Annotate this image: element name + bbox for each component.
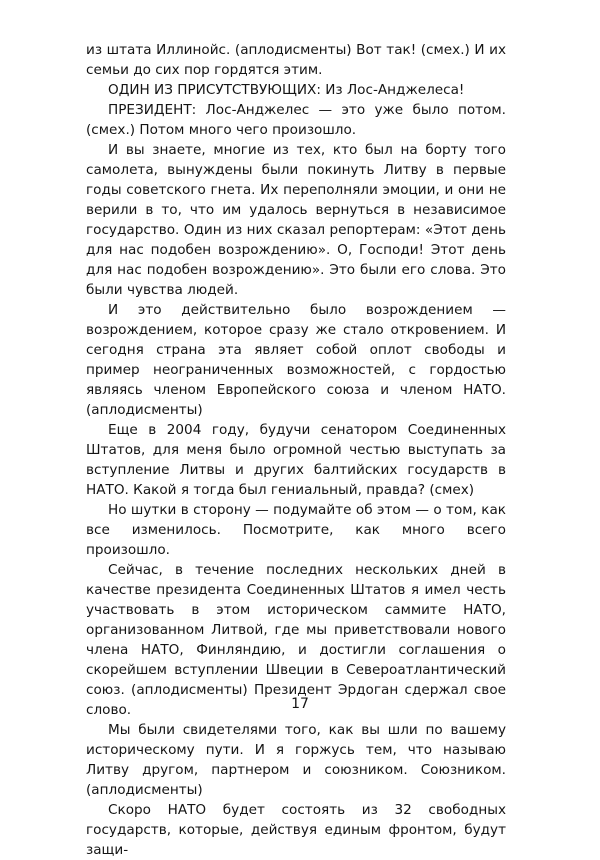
- paragraph: Скоро НАТО будет состоять из 32 свободных государств, которые, действуя единым фронтом, будут защи-: [86, 802, 506, 858]
- paragraph: Еще в 2004 году, будучи сенатором Соединенных Штатов, для меня было огромной честью выступать за вступление Литвы и других балтийских государств в НАТО. Какой я тогда был гениальный, правда? (смех): [86, 422, 506, 498]
- paragraph: Мы были свидетелями того, как вы шли по вашему историческому пути. И я горжусь тем, что называю Литву другом, партнером и союзником. Союзником. (аплодисменты): [86, 722, 506, 798]
- paragraph: И вы знаете, многие из тех, кто был на борту того самолета, вынуждены были покинуть Литву в первые годы советского гнета. Их переполняли эмоции, и они не верили в то, что им удалось вернуться в независимое государство. Один из них сказал репортерам: «Этот день для нас подобен возрождению». О, Господи! Этот день для нас подобен возрождению». Это были его слова. Это были чувства людей.: [86, 142, 506, 298]
- page-number: 17: [291, 696, 309, 712]
- paragraph: Но шутки в сторону — подумайте об этом — о том, как все изменилось. Посмотрите, как много всего произошло.: [86, 502, 506, 558]
- page-text: [86, 40, 506, 860]
- paragraph: из штата Иллинойс. (аплодисменты) Вот так! (смех.) И их семьи до сих пор гордятся этим.: [86, 42, 506, 78]
- paragraph: И это действительно было возрождением — возрождением, которое сразу же стало откровением. И сегодня страна эта являет собой оплот свободы и пример неограниченных возможностей, с гордостью являясь членом Европейского союза и членом НАТО. (аплодисменты): [86, 302, 506, 418]
- paragraph: ПРЕЗИДЕНТ: Лос-Анджелес — это уже было потом. (смех.) Потом много чего произошло.: [86, 102, 506, 138]
- paragraph: Сейчас, в течение последних нескольких дней в качестве президента Соединенных Штатов я имел честь участвовать в этом историческом саммите НАТО, организованном Литвой, где мы приветствовали нового члена НАТО, Финляндию, и достигли соглашения о скорейшем вступлении Швеции в Североатлантический союз. (аплодисменты) Президент Эрдоган сдержал свое слово.: [86, 562, 506, 718]
- paragraph: ОДИН ИЗ ПРИСУТСТВУЮЩИХ: Из Лос-Анджелеса!: [108, 82, 465, 98]
